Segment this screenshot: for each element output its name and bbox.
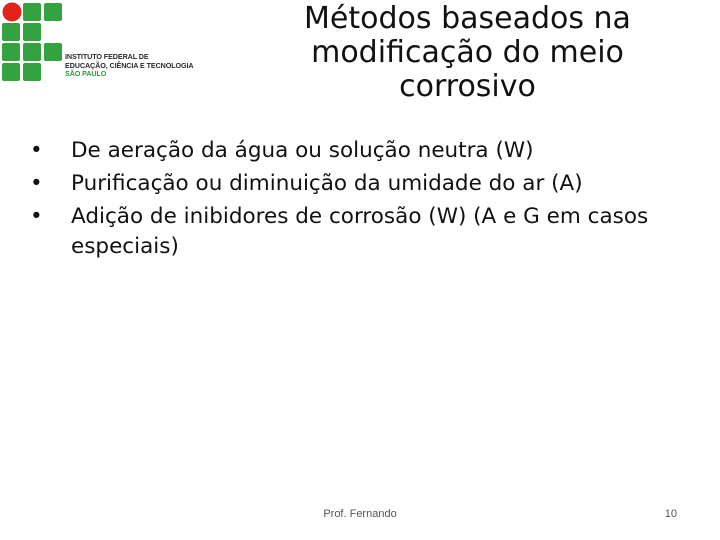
bullet-item [30,136,650,166]
slide-number: 10 [664,508,677,520]
logo-line-2: EDUCAÇÃO, CIÊNCIA E TECNOLOGIA [65,60,194,70]
bullet-dot-icon: • [30,204,43,229]
logo-grid-icon [2,2,64,82]
logo-text [65,53,207,79]
bullet-dot-icon: • [30,138,43,163]
bullet-dot-icon: • [30,171,43,196]
bullet-text: Adição de inibidores de corrosão (W) (A e G em casos especiais) [71,204,649,259]
footer-author: Prof. Fernando [323,508,397,520]
logo-line-3: SÃO PAULO [65,69,107,79]
bullet-text: Purificação ou diminuição da umidade do ar (A) [71,171,583,196]
slide-title: Métodos baseados na modificação do meio corrosivo [304,1,631,104]
bullet-item [30,169,650,199]
institution-logo [2,2,207,82]
bullet-item [30,202,650,262]
bullet-list [30,136,650,265]
bullet-text: De aeração da água ou solução neutra (W) [71,138,534,163]
logo-line-1: INSTITUTO FEDERAL DE [65,52,149,61]
